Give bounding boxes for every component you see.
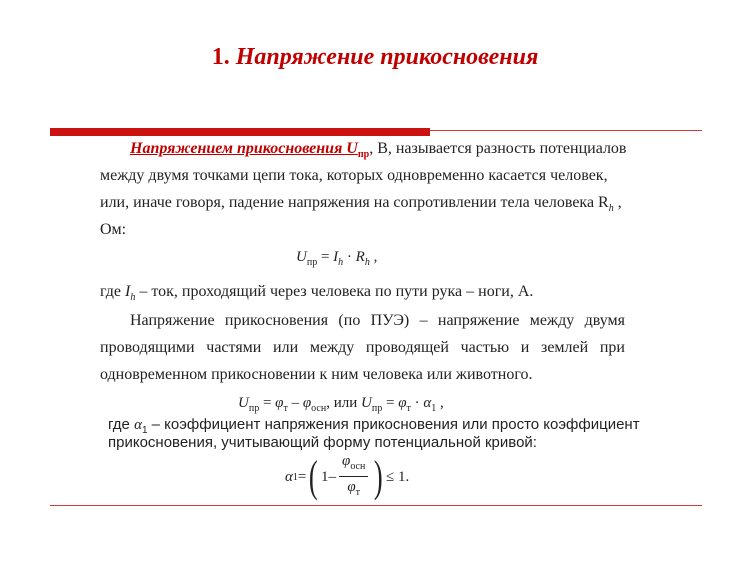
definition-line-3: или, иначе говоря, падение напряжения на сопротивлении тела человека $R_h$ , (100, 194, 622, 215)
definition-term: Напряжением прикосновения $U_{пр}$ (130, 140, 370, 161)
page-title (0, 44, 750, 71)
formula-touch-voltage: $U_{пр} = I_h \cdot R_h$ , (296, 249, 378, 268)
where-alpha-line-1: где $\alpha_1$ – коэффициент напряжения прикосновения или просто коэффициент (108, 416, 640, 436)
fraction: $\frac{\varphi_{осн}}{\varphi_т}$ (339, 452, 368, 503)
left-paren: ( (309, 452, 319, 501)
formula-touch-voltage-potentials: $U_{пр} = \varphi_т - \varphi_{осн}$, или $U_{пр} = \varphi_т \cdot \alpha_1$ , (238, 395, 444, 414)
pue-line-2: проводящими частями или между проводящей частью и землей при (100, 339, 625, 356)
where-current-line: где $I_h$ – ток, проходящий через человека по пути рука – ноги, А. (100, 283, 534, 304)
pue-line-1: Напряжение прикосновения (по ПУЭ) – напряжение между двумя (130, 312, 625, 329)
red-divider-bar (50, 128, 430, 136)
pue-line-3: одновременном прикосновении к ним человека или животного. (100, 366, 533, 383)
definition-line-2: между двумя точками цепи тока, которых одновременно касается человек, (100, 167, 608, 184)
right-paren: ) (374, 452, 384, 501)
where-alpha-line-2: прикосновения, учитывающий форму потенциальной кривой: (108, 434, 537, 451)
bottom-divider-line (50, 505, 702, 506)
title-text: Напряжение прикосновения (235, 44, 539, 70)
formula-alpha-coefficient: α 1 = ( 1 – $\frac{\varphi_{осн}}{\varphi_т}$ ) ≤ 1 . (285, 452, 410, 501)
title-number: 1. (211, 44, 230, 70)
thin-divider-line (430, 130, 702, 131)
definition-line-1: Напряжением прикосновения $U_{пр}$, В, называется разность потенциалов (130, 140, 627, 161)
definition-line-4: Ом: (100, 221, 127, 238)
